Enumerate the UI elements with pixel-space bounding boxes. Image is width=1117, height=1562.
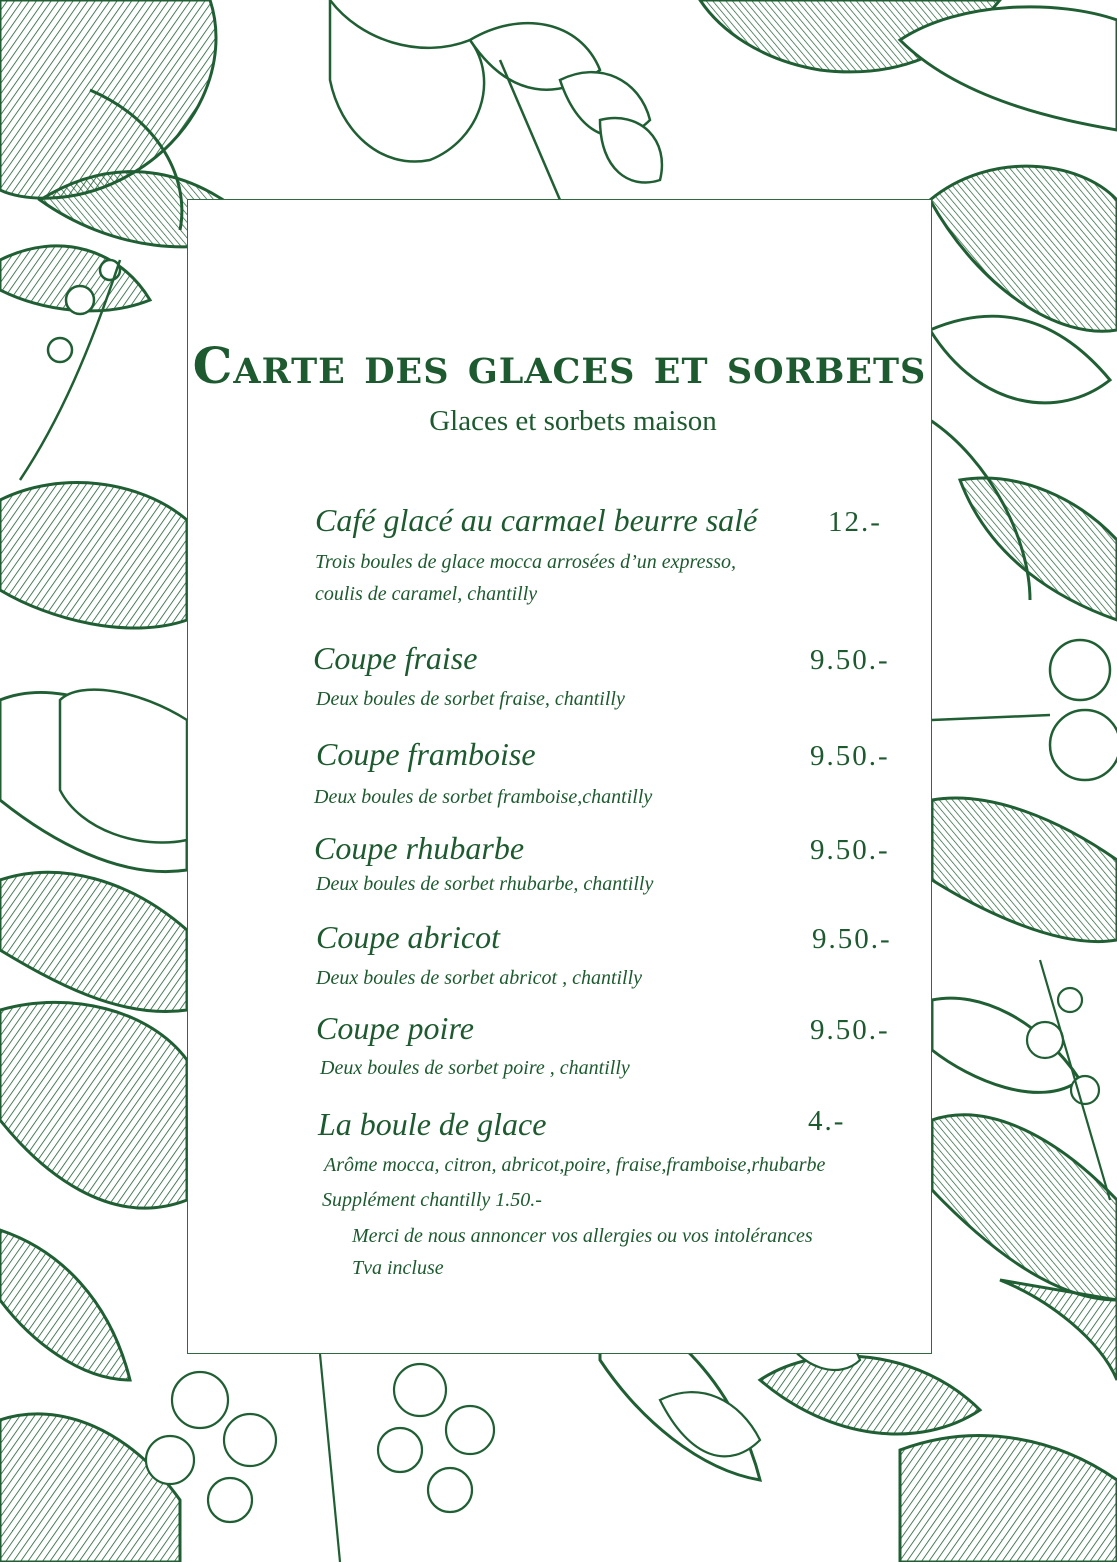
- item-name: Coupe abricot: [316, 919, 500, 955]
- item-name: Café glacé au carmael beurre salé: [315, 502, 758, 538]
- item-desc: Deux boules de sorbet rhubarbe, chantilly: [316, 873, 654, 895]
- menu-title: Carte des glaces et sorbets: [192, 336, 927, 395]
- item-price: 4.-: [808, 1105, 846, 1137]
- item-price: 9.50.-: [810, 834, 890, 866]
- item-price: 9.50.-: [810, 1014, 890, 1046]
- item-desc: Deux boules de sorbet framboise,chantilly: [314, 786, 653, 808]
- item-name: Coupe rhubarbe: [314, 830, 525, 866]
- item-desc: Deux boules de sorbet poire , chantilly: [320, 1057, 630, 1079]
- item-desc: Trois boules de glace mocca arrosées d’un expresso,: [315, 551, 737, 573]
- flower-icon: [330, 0, 662, 200]
- item-price: 9.50.-: [810, 740, 890, 772]
- vat-note: Tva incluse: [352, 1257, 444, 1279]
- item-price: 9.50.-: [812, 923, 892, 955]
- menu-card: [187, 199, 932, 1354]
- item-desc: Supplément chantilly 1.50.-: [322, 1189, 542, 1211]
- item-desc: Arôme mocca, citron, abricot,poire, fraise,framboise,rhubarbe: [324, 1154, 826, 1176]
- item-desc: Deux boules de sorbet fraise, chantilly: [316, 688, 625, 710]
- item-name: Coupe poire: [316, 1010, 474, 1046]
- item-desc: Deux boules de sorbet abricot , chantilly: [316, 967, 643, 989]
- leaf-icon: [0, 483, 187, 1208]
- leaf-icon: [932, 798, 1117, 1300]
- item-price: 9.50.-: [810, 644, 890, 676]
- allergy-note: Merci de nous annoncer vos allergies ou vos intolérances: [352, 1225, 813, 1247]
- item-name: Coupe fraise: [313, 640, 478, 676]
- item-desc: coulis de caramel, chantilly: [315, 583, 538, 605]
- item-name: La boule de glace: [318, 1106, 547, 1142]
- flower-icon: [932, 640, 1117, 780]
- item-name: Coupe framboise: [316, 736, 536, 772]
- menu-subtitle: Glaces et sorbets maison: [429, 405, 717, 437]
- flower-icon: [146, 1326, 860, 1562]
- item-price: 12.-: [828, 506, 882, 538]
